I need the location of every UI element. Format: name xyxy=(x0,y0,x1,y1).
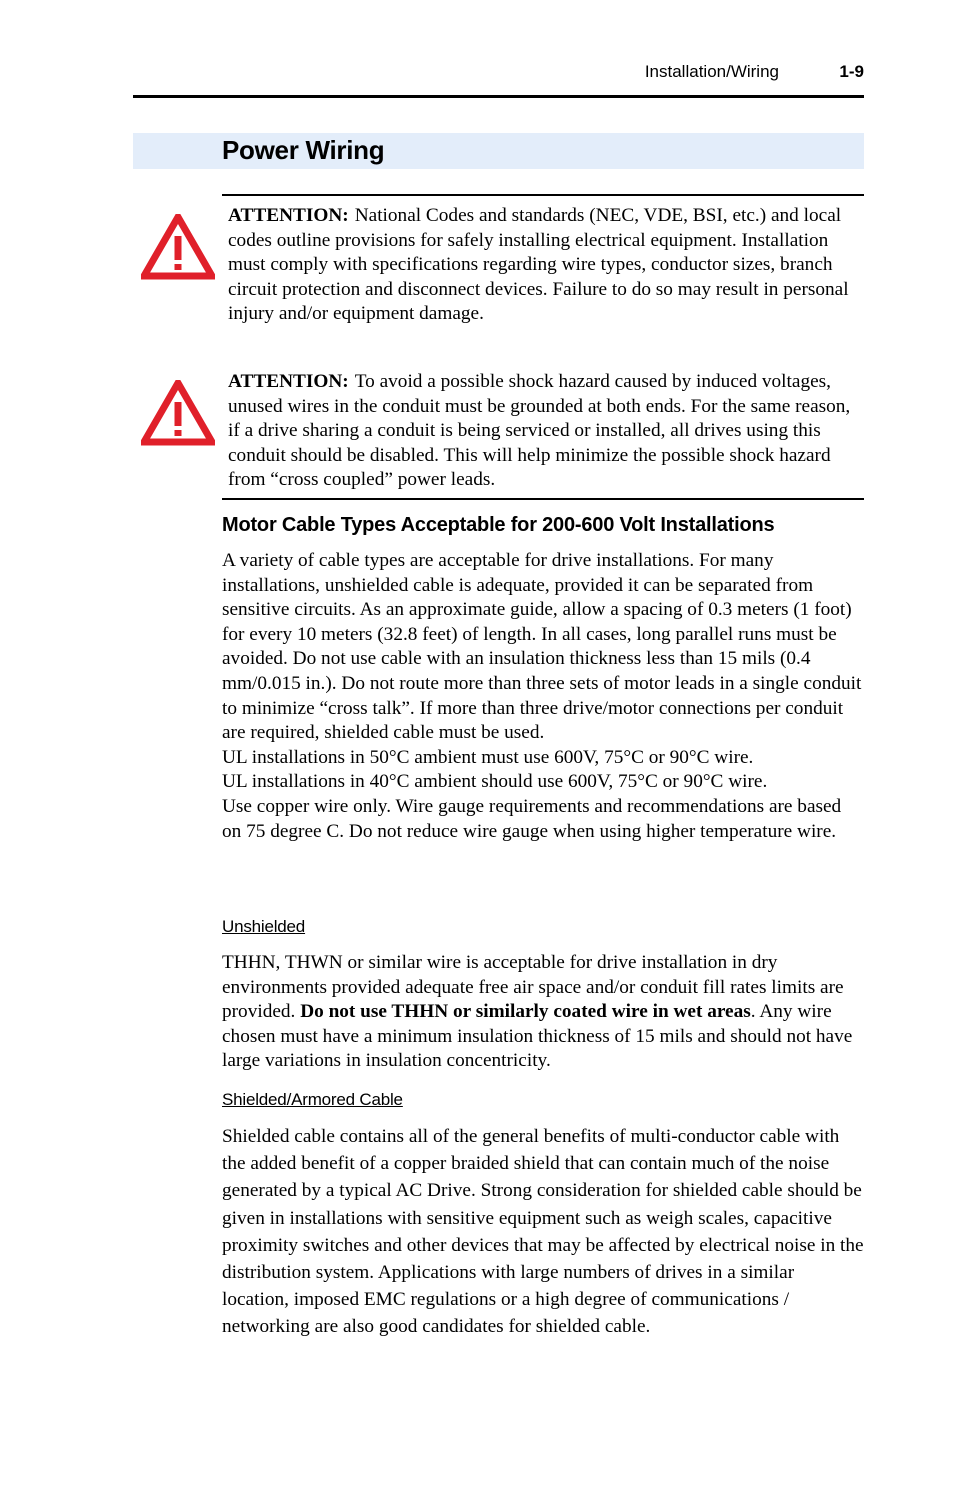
attention-box-bottom-rule xyxy=(222,498,864,500)
motor-cable-body xyxy=(222,549,864,844)
attention-text: National Codes and standards (NEC, VDE, BSI, etc.) and local codes outline provisions for safely installing electrical equipment. Installation must comply with specifications regarding wire types, conductor sizes, branch circuit protection and disconnect devices. Failure to do so may result in personal injury and/or equipment damage. xyxy=(228,205,849,325)
subheading-unshielded: Unshielded xyxy=(222,917,306,936)
unshielded-text: . Any wire chosen must have a minimum insulation thickness of 15 mils and should not have large variations in insulation concentricity. xyxy=(222,1001,853,1072)
unshielded-warning-bold: Do not use THHN or similarly coated wire in wet areas xyxy=(300,1001,751,1023)
warning-triangle-icon xyxy=(141,214,215,280)
attention-box-top-rule xyxy=(222,194,864,196)
attention-label: ATTENTION: xyxy=(228,205,349,226)
attention-notice-1 xyxy=(228,204,864,327)
page-title: Power Wiring xyxy=(222,135,385,165)
running-head xyxy=(560,62,864,86)
running-head-section: Installation/Wiring xyxy=(644,62,779,81)
body-line: UL installations in 40°C ambient should use 600V, 75°C or 90°C wire. xyxy=(222,771,768,793)
body-line: UL installations in 50°C ambient must use 600V, 75°C or 90°C wire. xyxy=(222,746,754,768)
unshielded-paragraph xyxy=(222,951,864,1074)
section-heading-motor-cable: Motor Cable Types Acceptable for 200-600 Volt Installations xyxy=(222,514,775,536)
shielded-paragraph: Shielded cable contains all of the general benefits of multi-conductor cable with the added benefit of a copper braided shield that can contain much of the noise generated by a typical AC Drive. Strong consideration for shielded cable should be given in installations with sensitive equipment such as weigh scales, capacitive proximity switches and other devices that may be affected by electrical noise in the distribution system. Applications with large numbers of drives in a similar location, imposed EMC regulations or a high degree of communications / networking are also good candidates for shielded cable. xyxy=(222,1126,864,1338)
body-line: A variety of cable types are acceptable for drive installations. For many installations, unshielded cable is adequate, provided it can be separated from sensitive circuits. As an approximate guide, allow a spacing of 0.3 meters (1 foot) for every 10 meters (32.8 feet) of length. In all cases, long parallel runs must be avoided. Do not use cable with an insulation thickness less than 15 mils (0.4 mm/0.015 in.). Do not route more than three sets of motor leads in a single conduit to minimize “cross talk”. If more than three drive/motor connections per conduit are required, shielded cable must be used. xyxy=(222,550,862,744)
attention-text: To avoid a possible shock hazard caused by induced voltages, unused wires in the conduit must be grounded at both ends. For the same reason, if a drive sharing a conduit is being serviced or installed, all drives using this conduit should be disabled. This will help minimize the possible shock hazard from “cross coupled” power leads. xyxy=(228,371,851,491)
page-number: 1-9 xyxy=(839,62,864,81)
attention-label: ATTENTION: xyxy=(228,371,349,392)
subheading-shielded: Shielded/Armored Cable xyxy=(222,1090,403,1109)
title-band xyxy=(133,133,864,169)
warning-triangle-icon xyxy=(141,380,215,446)
attention-notice-2 xyxy=(228,370,864,493)
unshielded-text: THHN, THWN or similar wire is acceptable for drive installation in dry environments provided adequate free air space and/or conduit fill rates limits are provided. xyxy=(222,952,844,1023)
header-rule xyxy=(133,95,864,98)
body-line: Use copper wire only. Wire gauge requirements and recommendations are based on 75 degree C. Do not reduce wire gauge when using higher temperature wire. xyxy=(222,795,842,842)
